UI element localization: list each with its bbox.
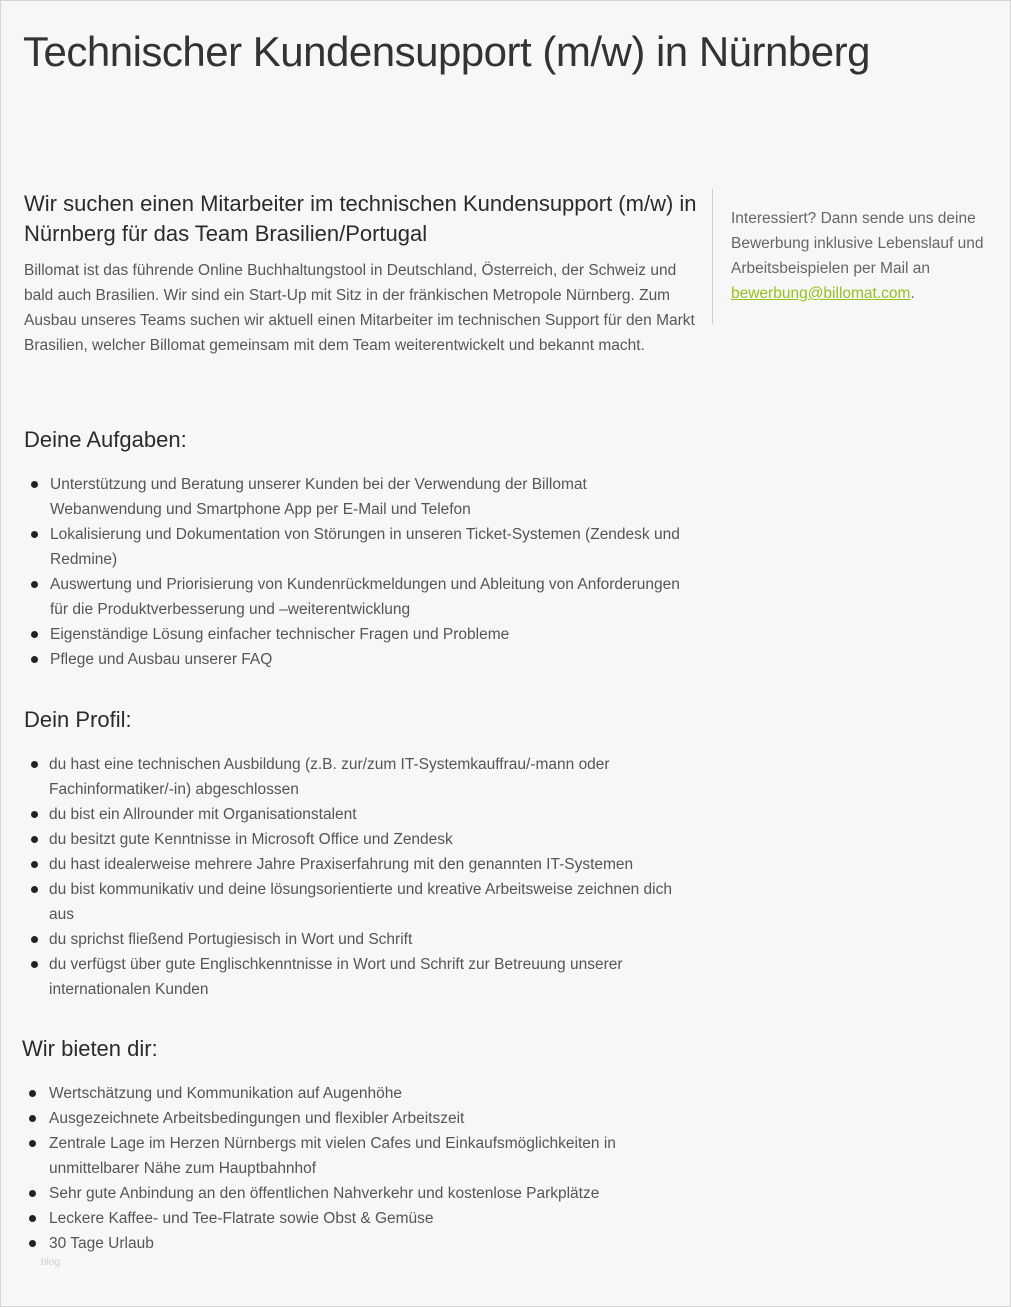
sidebar-text: Interessiert? Dann sende uns deine Bewerbung inklusive Lebenslauf und Arbeitsbeispielen per Mail an <box>731 210 984 277</box>
list-item: du bist kommunikativ und deine lösungsorientierte und kreative Arbeitsweise zeichnen dich aus <box>24 877 694 927</box>
list-item: Auswertung und Priorisierung von Kundenrückmeldungen und Ableitung von Anforderungen für die Produktverbesserung und –weiterentwicklung <box>24 572 694 622</box>
list-item: Unterstützung und Beratung unserer Kunden bei der Verwendung der Billomat Webanwendung und Smartphone App per E-Mail und Telefon <box>24 472 694 522</box>
tasks-list <box>24 472 694 672</box>
profile-heading: Dein Profil: <box>24 707 132 732</box>
list-item: du besitzt gute Kenntnisse in Microsoft Office und Zendesk <box>24 827 694 852</box>
list-item: 30 Tage Urlaub <box>22 1231 692 1256</box>
intro-section <box>24 189 700 358</box>
tasks-heading: Deine Aufgaben: <box>24 427 187 452</box>
offer-heading: Wir bieten dir: <box>22 1036 158 1061</box>
list-item: du bist ein Allrounder mit Organisationstalent <box>24 802 694 827</box>
profile-section <box>24 705 694 1002</box>
list-item: du sprichst fließend Portugiesisch in Wort und Schrift <box>24 927 694 952</box>
list-item: Leckere Kaffee- und Tee-Flatrate sowie Obst & Gemüse <box>22 1206 692 1231</box>
tasks-section <box>24 425 694 672</box>
page-title: Technischer Kundensupport (m/w) in Nürnberg <box>23 28 870 75</box>
intro-heading: Wir suchen einen Mitarbeiter im technischen Kundensupport (m/w) in Nürnberg für das Team Brasilien/Portugal <box>24 191 697 246</box>
application-sidebar <box>712 189 1002 324</box>
list-item: Wertschätzung und Kommunikation auf Augenhöhe <box>22 1081 692 1106</box>
list-item: Ausgezeichnete Arbeitsbedingungen und flexibler Arbeitszeit <box>22 1106 692 1131</box>
list-item: Zentrale Lage im Herzen Nürnbergs mit vielen Cafes und Einkaufsmöglichkeiten in unmittelbarer Nähe zum Hauptbahnhof <box>22 1131 692 1181</box>
watermark: blog <box>41 1257 60 1268</box>
email-link[interactable]: bewerbung@billomat.com <box>731 285 911 302</box>
list-item: Sehr gute Anbindung an den öffentlichen Nahverkehr und kostenlose Parkplätze <box>22 1181 692 1206</box>
profile-list <box>24 752 694 1002</box>
list-item: Eigenständige Lösung einfacher technischer Fragen und Probleme <box>24 622 694 647</box>
list-item: Lokalisierung und Dokumentation von Störungen in unseren Ticket-Systemen (Zendesk und Redmine) <box>24 522 694 572</box>
offer-section <box>22 1034 692 1256</box>
list-item: du verfügst über gute Englischkenntnisse in Wort und Schrift zur Betreuung unserer internationalen Kunden <box>24 952 694 1002</box>
list-item: du hast idealerweise mehrere Jahre Praxiserfahrung mit den genannten IT-Systemen <box>24 852 694 877</box>
list-item: Pflege und Ausbau unserer FAQ <box>24 647 694 672</box>
intro-paragraph: Billomat ist das führende Online Buchhaltungstool in Deutschland, Österreich, der Schweiz und bald auch Brasilien. Wir sind ein Start-Up mit Sitz in der fränkischen Metropole Nürnberg. Zum Ausbau unseres Teams suchen wir aktuell einen Mitarbeiter im technischen Support für den Markt Brasilien, welcher Billomat gemeinsam mit dem Team weiterentwickelt und bekannt macht. <box>24 262 695 354</box>
offer-list <box>22 1081 692 1256</box>
list-item: du hast eine technischen Ausbildung (z.B. zur/zum IT-Systemkauffrau/-mann oder Fachinformatiker/-in) abgeschlossen <box>24 752 694 802</box>
sidebar-text-end: . <box>910 285 915 302</box>
